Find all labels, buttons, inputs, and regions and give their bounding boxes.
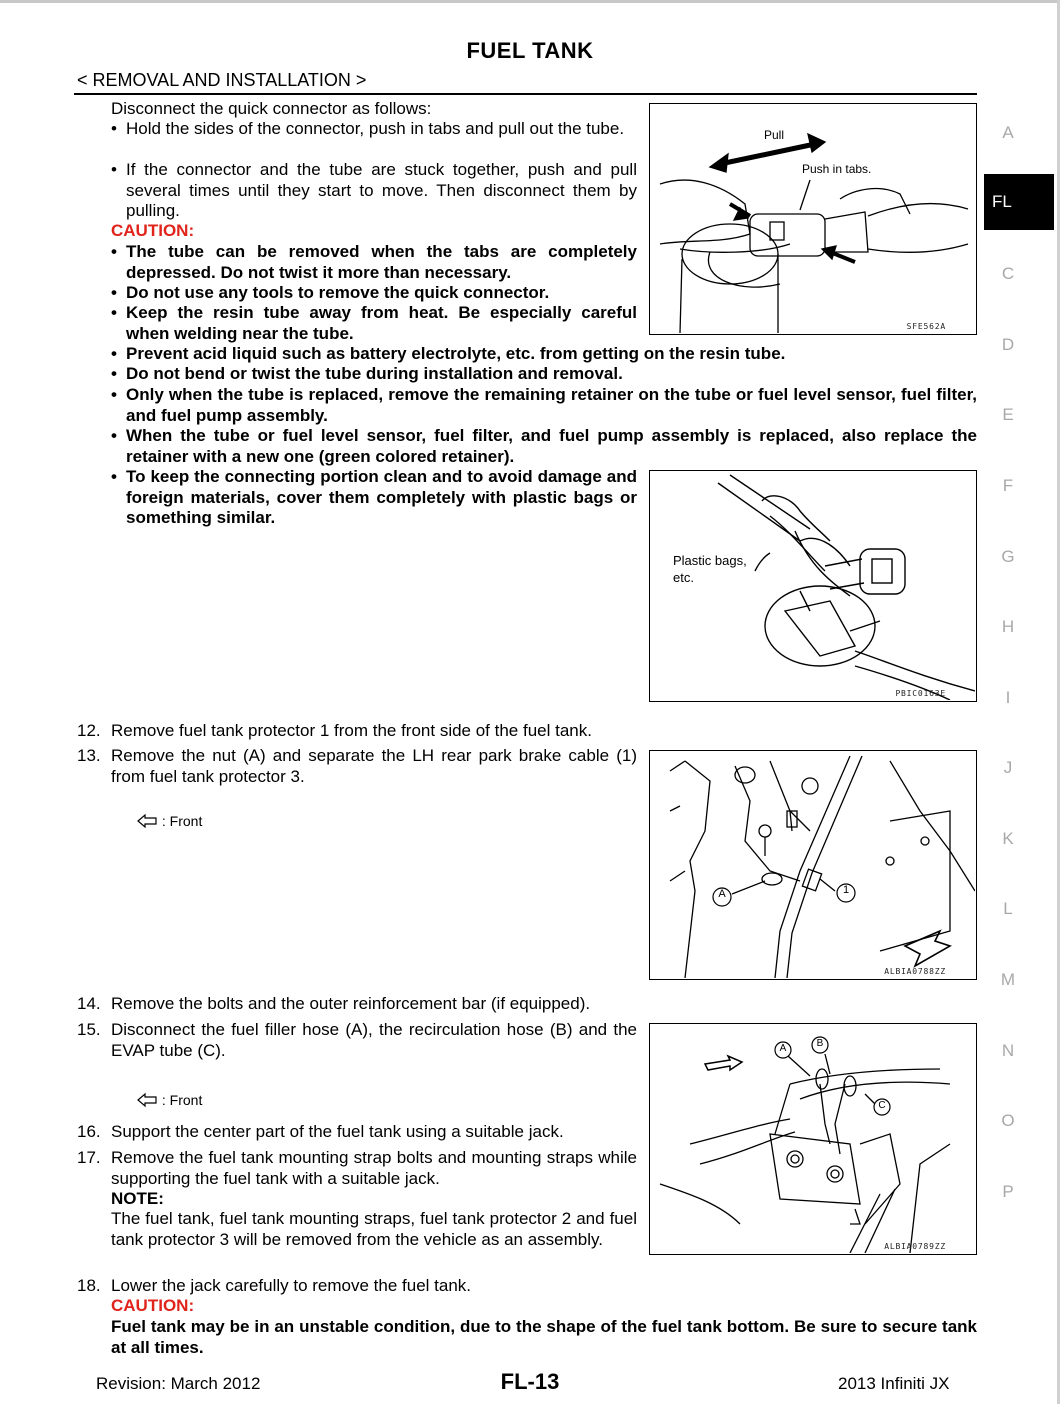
step-13-number: 13.: [77, 746, 101, 765]
final-caution-label: CAUTION:: [111, 1296, 195, 1315]
step-12-text: Remove fuel tank protector 1 from the front side of the fuel tank.: [111, 721, 592, 740]
caution-item-5: • Do not bend or twist the tube during installation and removal.: [111, 364, 977, 385]
callout-1: 1: [842, 884, 850, 896]
caution-item-1-text: The tube can be removed when the tabs are completely depressed. Do not twist it more than necessary.: [126, 242, 637, 282]
caution-item-2-text: Do not use any tools to remove the quick connector.: [126, 283, 550, 302]
step-13-text: Remove the nut (A) and separate the LH rear park brake cable (1) from fuel tank protector 3.: [111, 746, 637, 786]
step-17: [77, 1148, 637, 1189]
step-18-text: Lower the jack carefully to remove the fuel tank.: [111, 1276, 472, 1295]
step-14-text: Remove the bolts and the outer reinforcement bar (if equipped).: [111, 994, 591, 1013]
caution-item-3: • Keep the resin tube away from heat. Be especially careful when welding near the tube.: [111, 303, 637, 343]
intro-bullet-2: • If the connector and the tube are stuck together, push and pull several times until they start to move. Then disconnect them by pulling.: [111, 160, 637, 220]
callout-b: B: [816, 1038, 824, 1049]
step-13: [77, 746, 637, 787]
side-tab-j[interactable]: J: [1003, 758, 1013, 777]
front-arrow-icon: [136, 813, 158, 829]
final-caution-text: Fuel tank may be in an unstable condition, due to the shape of the fuel tank bottom. Be sure to secure tank at all times.: [111, 1317, 977, 1357]
legend-front-1: [136, 813, 202, 829]
caution-item-1: • The tube can be removed when the tabs are completely depressed. Do not twist it more than necessary.: [111, 242, 637, 282]
caution-item-4-text: Prevent acid liquid such as battery electrolyte, etc. from getting on the resin tube.: [126, 344, 786, 363]
side-tab-n[interactable]: N: [1001, 1041, 1015, 1060]
caution-item-8-text: To keep the connecting portion clean and to avoid damage and foreign materials, cover them completely with plastic bags or something similar.: [126, 467, 637, 527]
label-plastic-bags-etc: etc.: [673, 570, 694, 585]
step-14-number: 14.: [77, 994, 101, 1013]
figure-code-sfe562a: SFE562A: [906, 322, 946, 331]
side-tab-l[interactable]: L: [1003, 899, 1013, 918]
window-top-border: [0, 0, 1060, 3]
step-12: [77, 721, 637, 742]
step-14: [77, 994, 643, 1015]
side-tab-o[interactable]: O: [1001, 1111, 1015, 1130]
step-16: [77, 1122, 637, 1143]
step-15-number: 15.: [77, 1020, 101, 1039]
plastic-bags-illustration: [650, 471, 975, 700]
side-tab-k[interactable]: K: [1002, 829, 1014, 848]
legend-front-1-text: : Front: [161, 813, 203, 829]
side-tab-e[interactable]: E: [1002, 405, 1014, 424]
breadcrumb: < REMOVAL AND INSTALLATION >: [77, 70, 367, 90]
figure-code-pbic0163e: PBIC0163E: [895, 689, 946, 698]
intro-bullet-1-text: Hold the sides of the connector, push in tabs and pull out the tube.: [126, 119, 625, 138]
figure-code-albia0788zz: ALBIA0788ZZ: [884, 967, 946, 976]
caution-item-2: • Do not use any tools to remove the quick connector.: [111, 283, 637, 304]
legend-front-2: [136, 1092, 202, 1108]
step-15: [77, 1020, 637, 1061]
step-18: [77, 1276, 637, 1297]
side-tab-fl-active[interactable]: FL: [984, 174, 1054, 230]
label-plastic-bags: Plastic bags,: [673, 553, 747, 568]
callout-a: A: [779, 1043, 787, 1054]
intro-lead: Disconnect the quick connector as follows:: [111, 99, 432, 118]
side-tab-g[interactable]: G: [1001, 547, 1015, 566]
caution-item-8: • To keep the connecting portion clean and to avoid damage and foreign materials, cover them completely with plastic bags or something similar.: [111, 467, 637, 527]
step-17-number: 17.: [77, 1148, 101, 1167]
step-15-text: Disconnect the fuel filler hose (A), the recirculation hose (B) and the EVAP tube (C).: [111, 1020, 637, 1060]
caution-item-6-text: Only when the tube is replaced, remove the remaining retainer on the tube or fuel level sensor, fuel filter, and fuel pump assembly.: [126, 385, 977, 425]
legend-front-2-text: : Front: [161, 1092, 203, 1108]
side-tab-c[interactable]: C: [1001, 264, 1015, 283]
header-rule: [74, 93, 977, 95]
brake-cable-illustration: [650, 751, 975, 978]
quick-connector-illustration: [650, 104, 975, 333]
page-title: FUEL TANK: [466, 38, 594, 63]
front-arrow-icon: [136, 1092, 158, 1108]
side-tab-f[interactable]: F: [1002, 476, 1014, 495]
side-tab-p[interactable]: P: [1002, 1182, 1014, 1201]
step-18-number: 18.: [77, 1276, 101, 1295]
figure-plastic-bags: [649, 470, 977, 702]
footer-revision: Revision: March 2012: [96, 1374, 261, 1393]
caution-item-5-text: Do not bend or twist the tube during installation and removal.: [126, 364, 623, 383]
step-17-text: Remove the fuel tank mounting strap bolts and mounting straps while supporting the fuel tank with a suitable jack.: [111, 1148, 637, 1188]
figure-fuel-hoses: [649, 1023, 977, 1255]
caution-item-7: • When the tube or fuel level sensor, fuel filter, and fuel pump assembly is replaced, also replace the retainer with a new one (green colored retainer).: [111, 426, 977, 466]
caution-item-7-text: When the tube or fuel level sensor, fuel filter, and fuel pump assembly is replaced, also replace the retainer with a new one (green colored retainer).: [126, 426, 977, 466]
figure-brake-cable: [649, 750, 977, 980]
figure-quick-connector: [649, 103, 977, 335]
caution-item-4: • Prevent acid liquid such as battery electrolyte, etc. from getting on the resin tube.: [111, 344, 977, 365]
footer-page-number: FL-13: [500, 1369, 560, 1394]
side-tab-d[interactable]: D: [1001, 335, 1015, 354]
callout-a: A: [718, 888, 726, 900]
callout-c: C: [878, 1100, 886, 1111]
label-pull: Pull: [764, 128, 785, 142]
step-12-number: 12.: [77, 721, 101, 740]
note-label: NOTE:: [111, 1189, 164, 1208]
label-push-in-tabs: Push in tabs.: [802, 162, 872, 176]
side-tab-m[interactable]: M: [1000, 970, 1016, 989]
intro-bullet-1: • Hold the sides of the connector, push in tabs and pull out the tube.: [111, 119, 637, 140]
figure-code-albia0789zz: ALBIA0789ZZ: [884, 1242, 946, 1251]
side-tab-h[interactable]: H: [1001, 617, 1015, 636]
side-tab-i[interactable]: I: [1005, 688, 1011, 707]
caution-item-6: • Only when the tube is replaced, remove the remaining retainer on the tube or fuel level sensor, fuel filter, and fuel pump assembly.: [111, 385, 977, 425]
caution-item-3-text: Keep the resin tube away from heat. Be especially careful when welding near the tube.: [126, 303, 637, 343]
fuel-hoses-illustration: [650, 1024, 975, 1253]
step-16-text: Support the center part of the fuel tank using a suitable jack.: [111, 1122, 564, 1141]
note-text: The fuel tank, fuel tank mounting straps, fuel tank protector 2 and fuel tank protector 3 will be removed from the vehicle as an assembly.: [111, 1209, 637, 1249]
side-tab-a[interactable]: A: [1002, 123, 1014, 142]
step-16-number: 16.: [77, 1122, 101, 1141]
caution-label: CAUTION:: [111, 221, 195, 240]
intro-bullet-2-text: If the connector and the tube are stuck together, push and pull several times until they start to move. Then disconnect them by pulling.: [126, 160, 637, 220]
footer-model: 2013 Infiniti JX: [838, 1374, 950, 1393]
